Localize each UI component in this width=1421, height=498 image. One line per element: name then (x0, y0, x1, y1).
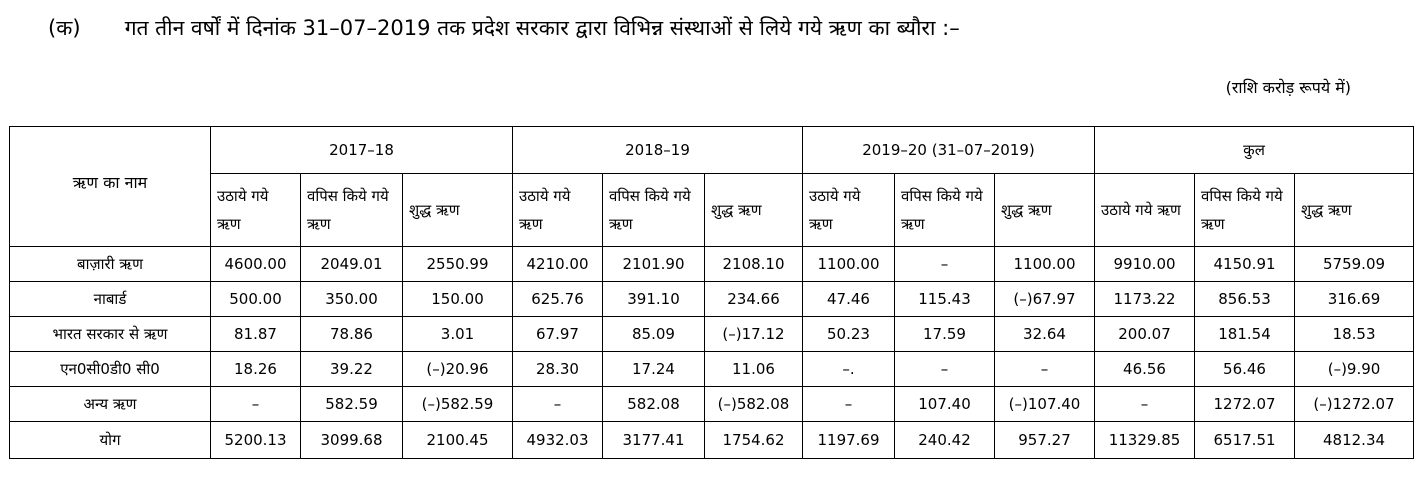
value-cell: 2550.99 (403, 247, 513, 282)
value-cell: 28.30 (513, 352, 603, 387)
value-cell: 582.08 (603, 387, 705, 422)
sub-header: शुद्ध ऋण (705, 174, 803, 247)
value-cell: 391.10 (603, 282, 705, 317)
value-cell: – (211, 387, 301, 422)
loan-name-cell: एन0सी0डी0 सी0 (10, 352, 211, 387)
total-row (10, 422, 1414, 459)
value-cell: 46.56 (1095, 352, 1195, 387)
value-cell: 856.53 (1195, 282, 1295, 317)
value-cell: 67.97 (513, 317, 603, 352)
sub-header: उठाये गये ऋण (513, 174, 603, 247)
value-cell: 85.09 (603, 317, 705, 352)
value-cell: 32.64 (995, 317, 1095, 352)
loan-name-cell: योग (10, 422, 211, 459)
value-cell: 4932.03 (513, 422, 603, 459)
value-cell: 200.07 (1095, 317, 1195, 352)
sub-header: वपिस किये गये ऋण (301, 174, 403, 247)
value-cell: 2108.10 (705, 247, 803, 282)
value-cell: 3099.68 (301, 422, 403, 459)
value-cell: 240.42 (895, 422, 995, 459)
heading-label: (क) (48, 16, 81, 40)
value-cell: 582.59 (301, 387, 403, 422)
value-cell: 18.26 (211, 352, 301, 387)
sub-header: शुद्ध ऋण (403, 174, 513, 247)
period-header: 2019–20 (31–07–2019) (803, 127, 1095, 174)
sub-header: शुद्ध ऋण (1295, 174, 1414, 247)
value-cell: 5759.09 (1295, 247, 1414, 282)
heading-text: गत तीन वर्षों में दिनांक 31–07–2019 तक प्रदेश सरकार द्वारा विभिन्न संस्थाओं से लिये गये ऋण का ब्यौरा :– (124, 16, 960, 40)
value-cell: 181.54 (1195, 317, 1295, 352)
value-cell: 4150.91 (1195, 247, 1295, 282)
value-cell: –. (803, 352, 895, 387)
value-cell: – (513, 387, 603, 422)
loan-name-cell: अन्य ऋण (10, 387, 211, 422)
value-cell: 39.22 (301, 352, 403, 387)
value-cell: 50.23 (803, 317, 895, 352)
value-cell: 11329.85 (1095, 422, 1195, 459)
table-row (10, 352, 1414, 387)
value-cell: 3177.41 (603, 422, 705, 459)
value-cell: 47.46 (803, 282, 895, 317)
sub-header: वपिस किये गये ऋण (1195, 174, 1295, 247)
value-cell: – (1095, 387, 1195, 422)
value-cell: (–)17.12 (705, 317, 803, 352)
value-cell: – (895, 352, 995, 387)
period-header: 2017–18 (211, 127, 513, 174)
sub-header-row (10, 174, 1414, 247)
value-cell: (–)582.08 (705, 387, 803, 422)
value-cell: 3.01 (403, 317, 513, 352)
value-cell: 150.00 (403, 282, 513, 317)
table-row (10, 387, 1414, 422)
value-cell: (–)582.59 (403, 387, 513, 422)
value-cell: 1173.22 (1095, 282, 1195, 317)
value-cell: 1100.00 (803, 247, 895, 282)
value-cell: 18.53 (1295, 317, 1414, 352)
table-row (10, 282, 1414, 317)
loan-name-cell: भारत सरकार से ऋण (10, 317, 211, 352)
value-cell: 1100.00 (995, 247, 1095, 282)
value-cell: 4210.00 (513, 247, 603, 282)
value-cell: 2101.90 (603, 247, 705, 282)
value-cell: – (803, 387, 895, 422)
value-cell: 350.00 (301, 282, 403, 317)
sub-header: उठाये गये ऋण (803, 174, 895, 247)
period-header-row (10, 127, 1414, 174)
value-cell: 1754.62 (705, 422, 803, 459)
value-cell: – (895, 247, 995, 282)
value-cell: 2049.01 (301, 247, 403, 282)
value-cell: 4600.00 (211, 247, 301, 282)
table-body (10, 247, 1414, 459)
value-cell: 4812.34 (1295, 422, 1414, 459)
value-cell: 957.27 (995, 422, 1095, 459)
value-cell: 56.46 (1195, 352, 1295, 387)
sub-header: वपिस किये गये ऋण (603, 174, 705, 247)
value-cell: – (995, 352, 1095, 387)
sub-header: उठाये गये ऋण (211, 174, 301, 247)
value-cell: 5200.13 (211, 422, 301, 459)
value-cell: 17.59 (895, 317, 995, 352)
value-cell: 11.06 (705, 352, 803, 387)
value-cell: 78.86 (301, 317, 403, 352)
value-cell: 1272.07 (1195, 387, 1295, 422)
value-cell: 9910.00 (1095, 247, 1195, 282)
loan-name-cell: बाज़ारी ऋण (10, 247, 211, 282)
table-row (10, 247, 1414, 282)
document-heading (48, 14, 960, 42)
period-header: 2018–19 (513, 127, 803, 174)
value-cell: (–)9.90 (1295, 352, 1414, 387)
value-cell: 1197.69 (803, 422, 895, 459)
value-cell: 107.40 (895, 387, 995, 422)
value-cell: (–)1272.07 (1295, 387, 1414, 422)
value-cell: 234.66 (705, 282, 803, 317)
sub-header: शुद्ध ऋण (995, 174, 1095, 247)
sub-header: उठाये गये ऋण (1095, 174, 1195, 247)
value-cell: 6517.51 (1195, 422, 1295, 459)
value-cell: 316.69 (1295, 282, 1414, 317)
unit-note: (राशि करोड़ रूपये में) (1225, 78, 1351, 97)
value-cell: (–)67.97 (995, 282, 1095, 317)
loan-table (9, 126, 1414, 459)
value-cell: 2100.45 (403, 422, 513, 459)
value-cell: 500.00 (211, 282, 301, 317)
value-cell: (–)20.96 (403, 352, 513, 387)
value-cell: 17.24 (603, 352, 705, 387)
value-cell: (–)107.40 (995, 387, 1095, 422)
period-header: कुल (1095, 127, 1414, 174)
value-cell: 625.76 (513, 282, 603, 317)
value-cell: 81.87 (211, 317, 301, 352)
loan-name-header: ऋण का नाम (10, 127, 211, 247)
sub-header: वपिस किये गये ऋण (895, 174, 995, 247)
table-row (10, 317, 1414, 352)
loan-name-cell: नाबार्ड (10, 282, 211, 317)
value-cell: 115.43 (895, 282, 995, 317)
